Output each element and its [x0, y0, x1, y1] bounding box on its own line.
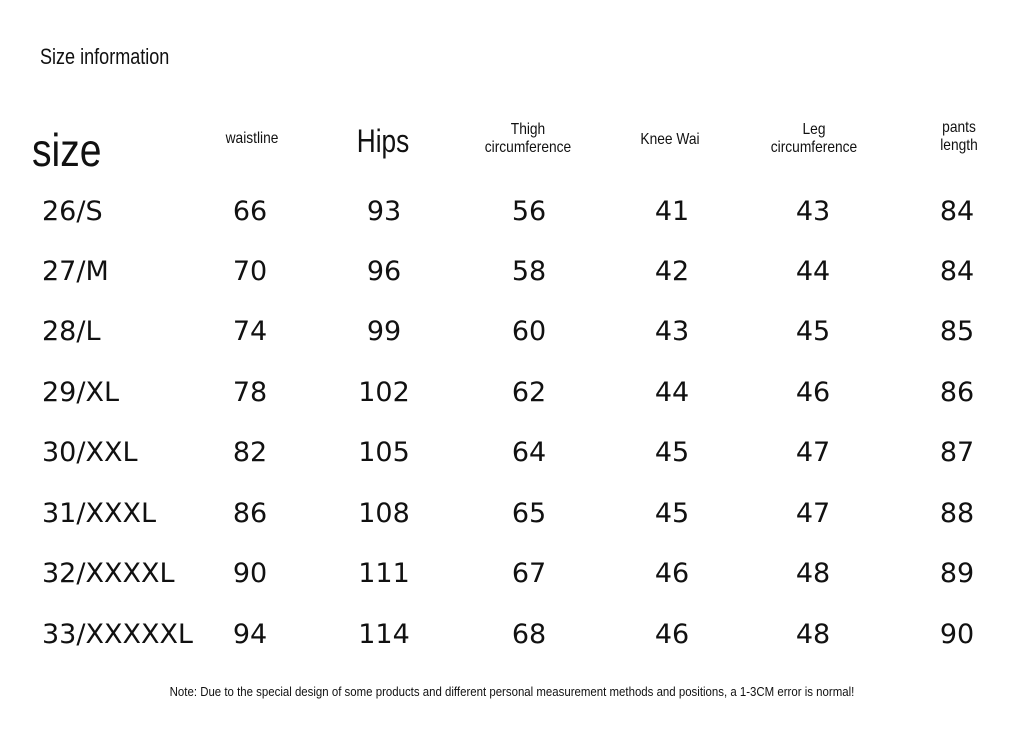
page-title: Size information [40, 44, 170, 69]
header-knee [627, 131, 713, 149]
cell-hips: 114 [358, 619, 410, 650]
cell-knee: 45 [654, 498, 690, 529]
header-pants-length [925, 119, 994, 156]
cell-thigh: 60 [511, 316, 547, 347]
cell-size: 26/S [42, 196, 103, 227]
table-row [0, 433, 1024, 473]
header-leg-line2: circumference [770, 139, 858, 157]
cell-hips: 96 [366, 256, 402, 287]
cell-leg: 46 [795, 377, 831, 408]
table-row [0, 615, 1024, 655]
measurement-note: Note: Due to the special design of some products and different personal measurement methods and positions, a 1-3CM error is normal! [169, 684, 855, 699]
cell-size: 27/M [42, 256, 109, 287]
cell-thigh: 65 [511, 498, 547, 529]
cell-hips: 105 [358, 437, 410, 468]
cell-pants-length: 84 [939, 196, 975, 227]
header-waistline [209, 130, 295, 148]
header-knee-label: Knee Wai [640, 131, 700, 148]
cell-pants-length: 90 [939, 619, 975, 650]
cell-thigh: 62 [511, 377, 547, 408]
cell-hips: 99 [366, 316, 402, 347]
cell-hips: 108 [358, 498, 410, 529]
cell-hips: 111 [358, 558, 410, 589]
cell-pants-length: 84 [939, 256, 975, 287]
header-hips [342, 123, 424, 160]
header-pants-line2: length [940, 137, 978, 155]
table-row [0, 373, 1024, 413]
cell-knee: 44 [654, 377, 690, 408]
cell-pants-length: 88 [939, 498, 975, 529]
cell-waistline: 82 [232, 437, 268, 468]
header-thigh-line2: circumference [484, 139, 572, 157]
cell-leg: 48 [795, 558, 831, 589]
cell-waistline: 74 [232, 316, 268, 347]
header-leg-circumference [754, 121, 874, 158]
header-waistline-label: waistline [225, 130, 279, 147]
cell-waistline: 78 [232, 377, 268, 408]
cell-thigh: 56 [511, 196, 547, 227]
cell-knee: 46 [654, 558, 690, 589]
cell-waistline: 66 [232, 196, 268, 227]
table-row [0, 312, 1024, 352]
cell-size: 32/XXXXL [42, 558, 175, 589]
cell-pants-length: 86 [939, 377, 975, 408]
cell-size: 33/XXXXXL [42, 619, 193, 650]
cell-knee: 43 [654, 316, 690, 347]
header-leg-line1: Leg [802, 121, 826, 138]
table-row [0, 252, 1024, 292]
header-thigh-circumference [468, 121, 588, 158]
table-row [0, 554, 1024, 594]
header-hips-label: Hips [356, 123, 410, 159]
cell-leg: 44 [795, 256, 831, 287]
table-row [0, 494, 1024, 534]
cell-leg: 47 [795, 498, 831, 529]
cell-leg: 45 [795, 316, 831, 347]
cell-size: 31/XXXL [42, 498, 156, 529]
cell-leg: 48 [795, 619, 831, 650]
cell-knee: 42 [654, 256, 690, 287]
cell-hips: 102 [358, 377, 410, 408]
cell-thigh: 64 [511, 437, 547, 468]
cell-size: 28/L [42, 316, 101, 347]
cell-pants-length: 87 [939, 437, 975, 468]
cell-pants-length: 89 [939, 558, 975, 589]
cell-waistline: 90 [232, 558, 268, 589]
cell-size: 29/XL [42, 377, 119, 408]
cell-hips: 93 [366, 196, 402, 227]
cell-leg: 47 [795, 437, 831, 468]
cell-waistline: 86 [232, 498, 268, 529]
cell-size: 30/XXL [42, 437, 138, 468]
cell-thigh: 68 [511, 619, 547, 650]
cell-thigh: 58 [511, 256, 547, 287]
table-row [0, 192, 1024, 232]
cell-leg: 43 [795, 196, 831, 227]
cell-waistline: 94 [232, 619, 268, 650]
header-pants-line1: pants [942, 119, 976, 136]
cell-knee: 41 [654, 196, 690, 227]
cell-knee: 45 [654, 437, 690, 468]
cell-waistline: 70 [232, 256, 268, 287]
header-thigh-line1: Thigh [510, 121, 546, 138]
cell-thigh: 67 [511, 558, 547, 589]
cell-knee: 46 [654, 619, 690, 650]
header-size: size [32, 124, 102, 176]
cell-pants-length: 85 [939, 316, 975, 347]
